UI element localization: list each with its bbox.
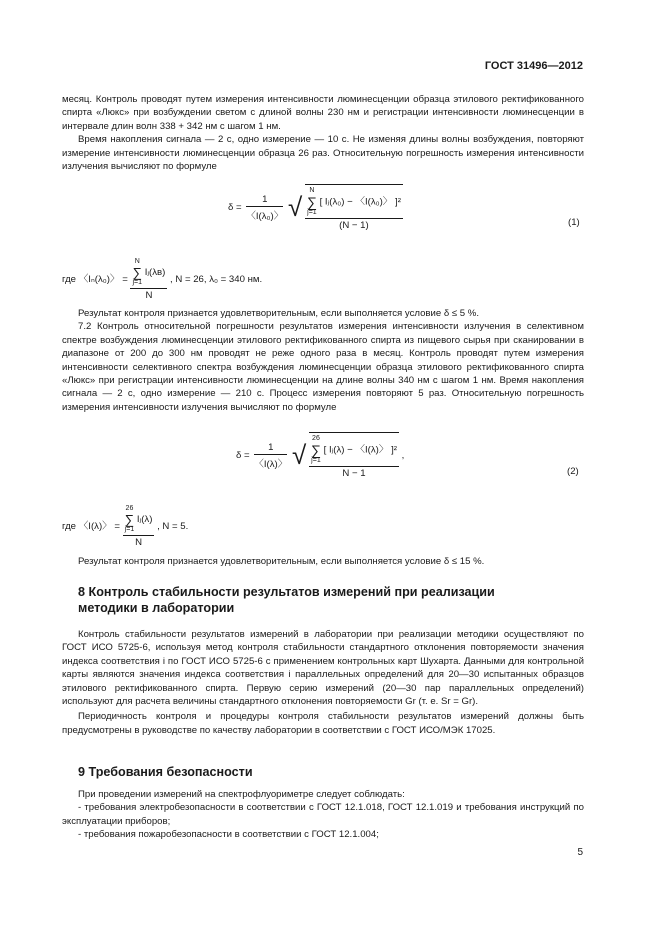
section-8-heading: 8 Контроль стабильности результатов измерений при реализации методики в лаборатории xyxy=(78,585,495,615)
paragraph: 7.2 Контроль относительной погрешности результатов измерения интенсивности излучения в селективном спектре возбуждения люминесценции этилового ректификованного спирта из пищевого сырья при сканировании в диапазоне от 200 до 300 нм проводят не реже одного раза в месяц. Контроль проводят путем измерения интенсивности селективного спектра возбуждения люминесценции образца этилового ректификованного спирта «Люкс» при регистрации интенсивности люминесценции на длине волны 340 нм с шагом 1 нм. Время накопления сигнала — 2 с, одно измерение — 210 с. Процесс измерения повторяют 5 раз. Относительную погрешность измерения интенсивности излучения вычисляют по формуле xyxy=(62,321,584,413)
formula-2: δ = $\frac{1}{〈I(\lambda)〉}$ √ 26 ∑ j=1 [ Iⱼ(λ) − 〈I(λ)〉 ]² N − 1 , xyxy=(236,432,404,479)
text-block-top xyxy=(62,93,584,173)
formula-coefficient: $\frac{1}{〈I(\lambda)〉}$ xyxy=(254,441,288,470)
sqrt-sign: √ xyxy=(292,440,307,470)
formula-lhs: δ = xyxy=(228,202,242,214)
text-block-middle xyxy=(62,307,584,414)
paragraph: Результат контроля признается удовлетворительным, если выполняется условие δ ≤ 5 %. xyxy=(78,308,479,319)
sum-operator: 26 ∑ j=1 xyxy=(310,435,321,464)
paragraph: Результат контроля признается удовлетворительным, если выполняется условие δ ≤ 15 %. xyxy=(78,556,485,567)
formula-number-2: (2) xyxy=(567,466,579,477)
formula-coefficient xyxy=(246,194,283,222)
formula-1 xyxy=(228,184,403,231)
formula-radicand xyxy=(305,184,403,231)
list-item: - требования пожаробезопасности в соответствии с ГОСТ 12.1.004; xyxy=(78,829,379,841)
where-clause-2: где 〈I(λ)〉 = 26 ∑ j=1 Iⱼ(λ) N , N = 5. xyxy=(62,505,189,548)
paragraph: Контроль стабильности результатов измерений в лаборатории при реализации методики осуществляют по ГОСТ ИСО 5725-6, используя метод контроля стабильности стандартного отклонения повторяемости значения индекса соответствия i по ГОСТ ИСО 5725-6 с применением контрольных карт Шухарта. Данными для контрольной карты являются значения индекса соответствия i параллельных определений для 20—30 испытанных образцов этилового ректификованного спирта. Первую серию измерений (20—30 пар параллельных определений) используют для расчета величины стандартного отклонения повторяемости Gr (т. е. Sr = Gr). xyxy=(62,629,584,708)
radicand-denominator: (N − 1) xyxy=(339,220,369,231)
mean-fraction: 26 ∑ j=1 Iⱼ(λ) N xyxy=(124,505,153,548)
formula-radicand: 26 ∑ j=1 [ Iⱼ(λ) − 〈I(λ)〉 ]² N − 1 xyxy=(309,432,399,479)
radicand-numerator xyxy=(305,187,403,219)
formula-number-1: (1) xyxy=(568,217,580,228)
where-clause-1: где 〈Iₙ(λ₀)〉 = N ∑ j=1 Iⱼ(λв) N , N = 26, λ₀ = 340 нм. xyxy=(62,258,263,301)
sqrt-sign: √ xyxy=(287,192,303,222)
paragraph: При проведении измерений на спектрофлуориметре следует соблюдать: xyxy=(78,789,405,800)
paragraph: месяц. Контроль проводят путем измерения интенсивности люминесценции образца этилового ректификованного спирта «Люкс» при возбуждении светом с длиной волны 230 нм и регистрации интенсивности люминесценции в интервале длин волн 338 + 342 нм с шагом 1 нм. xyxy=(62,94,584,132)
coef-denominator: 〈I(λ₀)〉 xyxy=(246,210,284,222)
mean-fraction: N ∑ j=1 Iⱼ(λв) N xyxy=(132,258,166,301)
text-block-result xyxy=(62,555,584,568)
paragraph: Периодичность контроля и процедуры контроля стабильности результатов измерений должны быть предусмотрены в руководстве по качеству лаборатории в соответствии с ГОСТ ИСО/МЭК 17025. xyxy=(62,711,584,736)
standard-code: ГОСТ 31496—2012 xyxy=(484,60,583,72)
list-item: - требования электробезопасности в соответствии с ГОСТ 12.1.018, ГОСТ 12.1.019 и требования инструкций по эксплуатации приборов; xyxy=(62,802,584,827)
coef-numerator: 1 xyxy=(246,194,283,207)
section-8-body xyxy=(62,628,584,737)
paragraph: Время накопления сигнала — 2 с, одно измерение — 10 с. Не изменяя длины волны возбуждения, повторяют измерение интенсивности люминесценции образца 26 раз. Относительную погрешность измерения интенсивности излучения вычисляют по формуле xyxy=(62,134,584,173)
sum-operator: N ∑ j=1 xyxy=(306,187,317,216)
section-9-body xyxy=(62,788,584,842)
sum-body: [ Iⱼ(λ₀) − 〈I(λ₀)〉 ]² xyxy=(319,196,401,208)
page-number: 5 xyxy=(577,847,583,858)
section-9-heading: 9 Требования безопасности xyxy=(78,765,253,779)
